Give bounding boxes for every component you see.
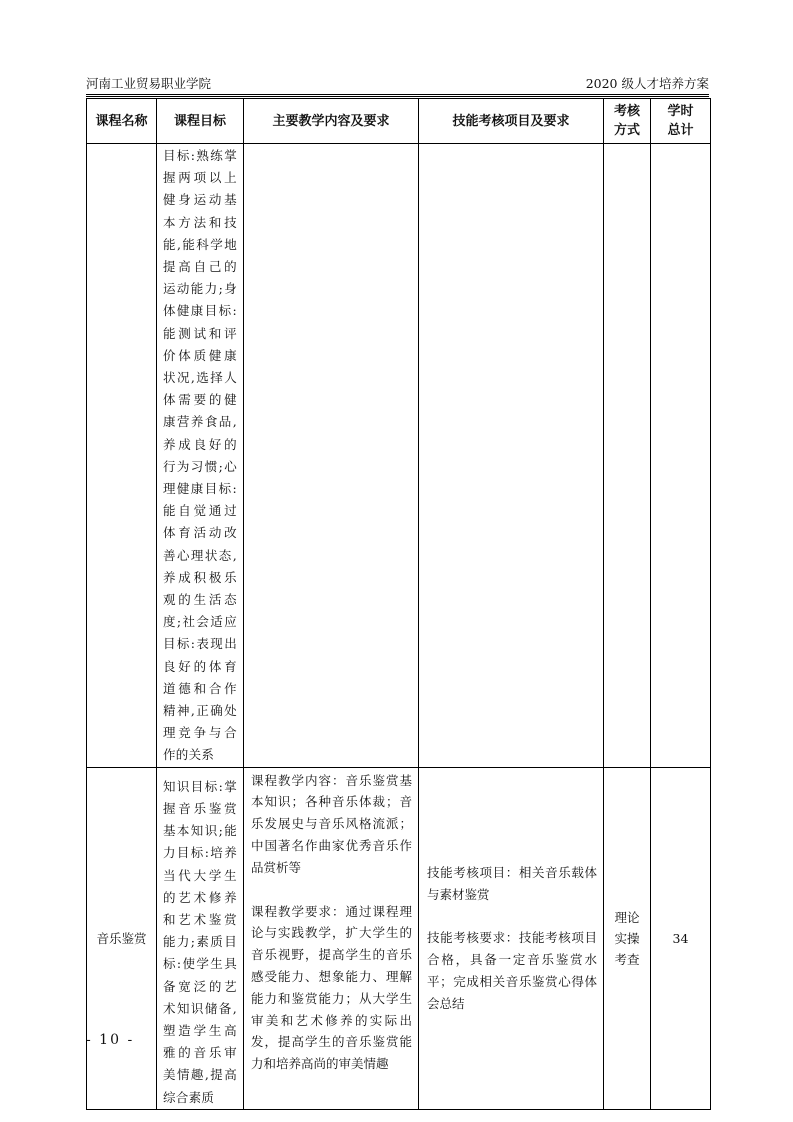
col-header-hours-line2: 总计 [667, 123, 694, 138]
cell-course-name: 音乐鉴赏 [87, 767, 157, 1109]
table-row [87, 767, 711, 1109]
table-row [87, 144, 711, 768]
cell-course-name [87, 144, 157, 768]
assessment-line-1: 理论 [614, 909, 640, 925]
skill-text [419, 862, 603, 1015]
cell-course-goal [157, 767, 244, 1109]
content-paragraph-1: 课程教学内容：音乐鉴赏基本知识；各种音乐体裁；音乐发展史与音乐风格流派；中国著名作曲家优秀音乐作品赏析等 [251, 772, 412, 875]
cell-course-goal [157, 144, 244, 768]
content-paragraph-2: 课程教学要求：通过课程理论与实践教学，扩大学生的音乐视野，提高学生的音乐感受能力、想象能力、理解能力和鉴赏能力；从大学生审美和艺术修养的实际出发，提高学生的音乐鉴赏能力和培养高尚的审美情趣 [251, 903, 412, 1072]
col-header-course-goal: 课程目标 [157, 99, 244, 144]
assessment-line-2: 实操 [614, 930, 640, 946]
paragraph-gap [251, 879, 412, 901]
cell-skill [419, 767, 604, 1109]
course-goal-text: 知识目标:掌握音乐鉴赏基本知识;能力目标:培养当代大学生的艺术修养和艺术鉴赏能力;素质目标:使学生具备宽泛的艺术知识储备,塑造学生高雅的音乐审美情趣,提高综合素质 [163, 778, 237, 1105]
cell-skill [419, 144, 604, 768]
col-header-assessment [604, 99, 651, 144]
page-header [86, 74, 709, 94]
skill-paragraph-2: 技能考核要求：技能考核项目合格，具备一定音乐鉴赏水平；完成相关音乐鉴赏心得体会总结 [427, 930, 597, 1011]
col-header-course-name: 课程名称 [87, 99, 157, 144]
cell-assessment [604, 767, 651, 1109]
col-header-hours [651, 99, 711, 144]
page-number: - 10 - [86, 1032, 135, 1048]
cell-hours [651, 144, 711, 768]
col-header-content: 主要教学内容及要求 [244, 99, 419, 144]
header-rule [86, 94, 709, 95]
paragraph-gap [427, 905, 597, 927]
cell-content [244, 144, 419, 768]
col-header-assessment-line2: 方式 [613, 123, 640, 138]
header-rule-secondary [86, 96, 709, 97]
institution-name: 河南工业贸易职业学院 [86, 76, 212, 91]
skill-paragraph-1: 技能考核项目：相关音乐载体与素材鉴赏 [427, 864, 597, 902]
col-header-hours-line1: 学时 [667, 104, 694, 119]
cell-assessment [604, 144, 651, 768]
cell-hours: 34 [651, 767, 711, 1109]
course-table [86, 98, 711, 1110]
assessment-line-3: 考查 [614, 951, 640, 967]
cell-content [244, 767, 419, 1109]
table-header-row [87, 99, 711, 144]
content-text [244, 768, 418, 1075]
course-goal-text: 目标:熟练掌握两项以上健身运动基本方法和技能,能科学地提高自己的运动能力;身体健康目标:能测试和评价体质健康状况,选择人体需要的健康营养食品,养成良好的行为习惯;心理健康目标:能自觉通过体育活动改善心理状态,养成积极乐观的生活态度;社会适应目标:表现出良好的体育道德和合作精神,正确处理竞争与合作的关系 [163, 148, 237, 763]
col-header-skill: 技能考核项目及要求 [419, 99, 604, 144]
col-header-assessment-line1: 考核 [613, 104, 640, 119]
document-title: 2020 级人才培养方案 [585, 76, 709, 91]
